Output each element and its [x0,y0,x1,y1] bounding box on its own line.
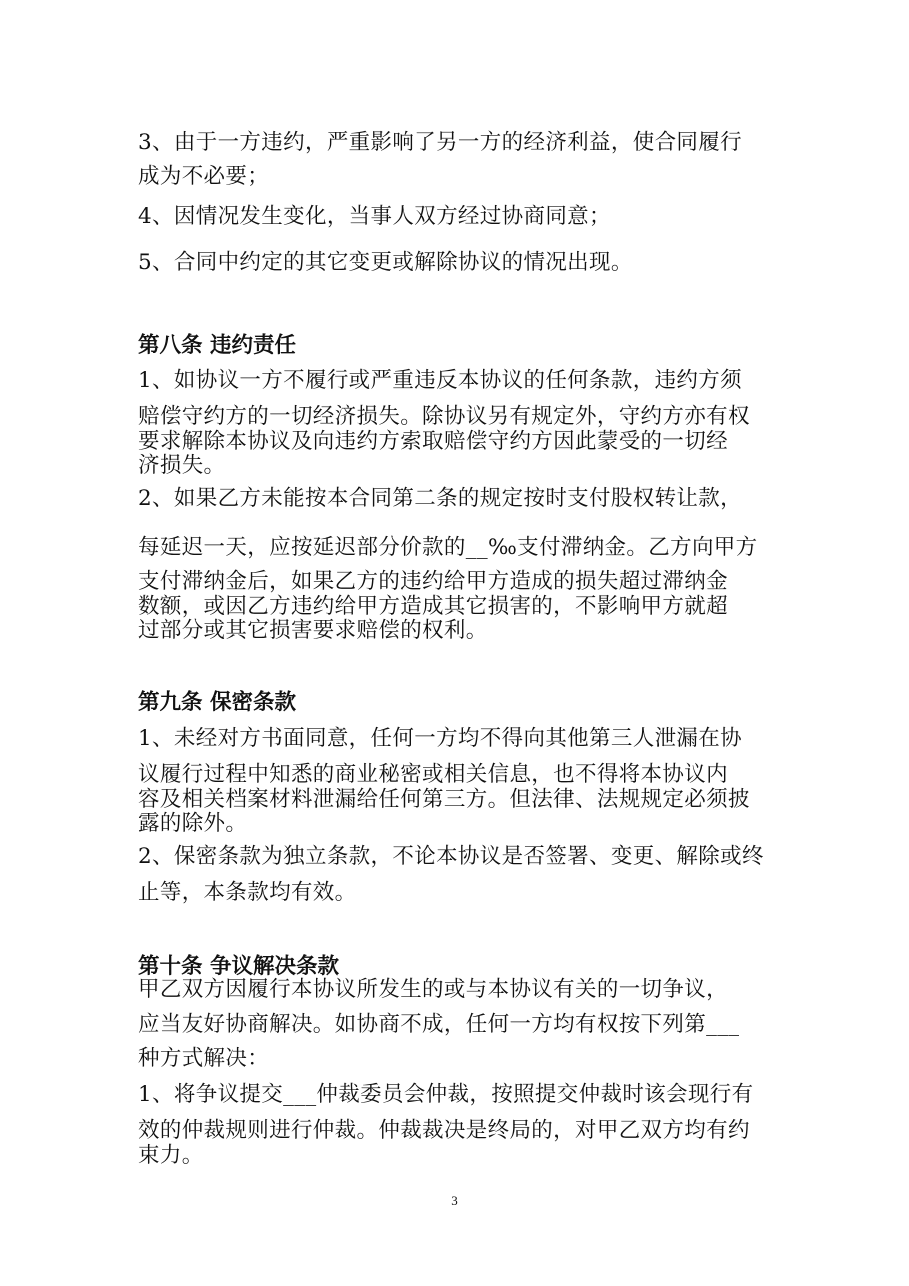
paragraph-line: 赔偿守约方的一切经济损失。除协议另有规定外，守约方亦有权 [138,404,750,429]
paragraph-line: 5、合同中约定的其它变更或解除协议的情况出现。 [138,250,633,275]
paragraph-line: 议履行过程中知悉的商业秘密或相关信息，也不得将本协议内 [138,762,728,787]
paragraph-line: 数额，或因乙方违约给甲方造成其它损害的，不影响甲方就超 [138,594,728,619]
paragraph-line: 止等，本条款均有效。 [138,880,357,905]
paragraph-line: 成为不必要； [138,164,270,189]
paragraph-line: 济损失。 [138,453,226,478]
section-heading-10: 第十条 争议解决条款 [138,954,339,979]
paragraph-line: 4、因情况发生变化，当事人双方经过协商同意； [138,204,611,229]
paragraph-line: 过部分或其它损害要求赔偿的权利。 [138,618,488,643]
section-heading-8: 第八条 违约责任 [138,333,296,358]
paragraph-line: 1、未经对方书面同意，任何一方均不得向其他第三人泄漏在协 [138,726,742,751]
paragraph-line: 每延迟一天，应按延迟部分价款的__‰支付滞纳金。乙方向甲方 [138,535,758,560]
paragraph-line: 容及相关档案材料泄漏给任何第三方。但法律、法规规定必须披 [138,787,750,812]
paragraph-line: 3、由于一方违约，严重影响了另一方的经济利益，使合同履行 [138,130,742,155]
page-number: 3 [451,1193,458,1208]
paragraph-line: 种方式解决： [138,1046,270,1071]
section-heading-9: 第九条 保密条款 [138,690,296,715]
paragraph-line: 效的仲裁规则进行仲裁。仲裁裁决是终局的，对甲乙双方均有约 [138,1118,750,1143]
paragraph-line: 束力。 [138,1143,204,1168]
paragraph-line: 1、如协议一方不履行或严重违反本协议的任何条款，违约方须 [138,368,742,393]
paragraph-line: 2、保密条款为独立条款，不论本协议是否签署、变更、解除或终 [138,844,764,869]
paragraph-line: 露的除外。 [138,811,248,836]
paragraph-line: 甲乙双方因履行本协议所发生的或与本协议有关的一切争议， [138,977,728,1002]
paragraph-line: 支付滞纳金后，如果乙方的违约给甲方造成的损失超过滞纳金 [138,569,728,594]
paragraph-line: 1、将争议提交___仲裁委员会仲裁，按照提交仲裁时该会现行有 [138,1082,754,1107]
paragraph-line: 2、如果乙方未能按本合同第二条的规定按时支付股权转让款， [138,486,742,511]
paragraph-line: 应当友好协商解决。如协商不成，任何一方均有权按下列第___ [138,1012,740,1037]
paragraph-line: 要求解除本协议及向违约方索取赔偿守约方因此蒙受的一切经 [138,429,728,454]
